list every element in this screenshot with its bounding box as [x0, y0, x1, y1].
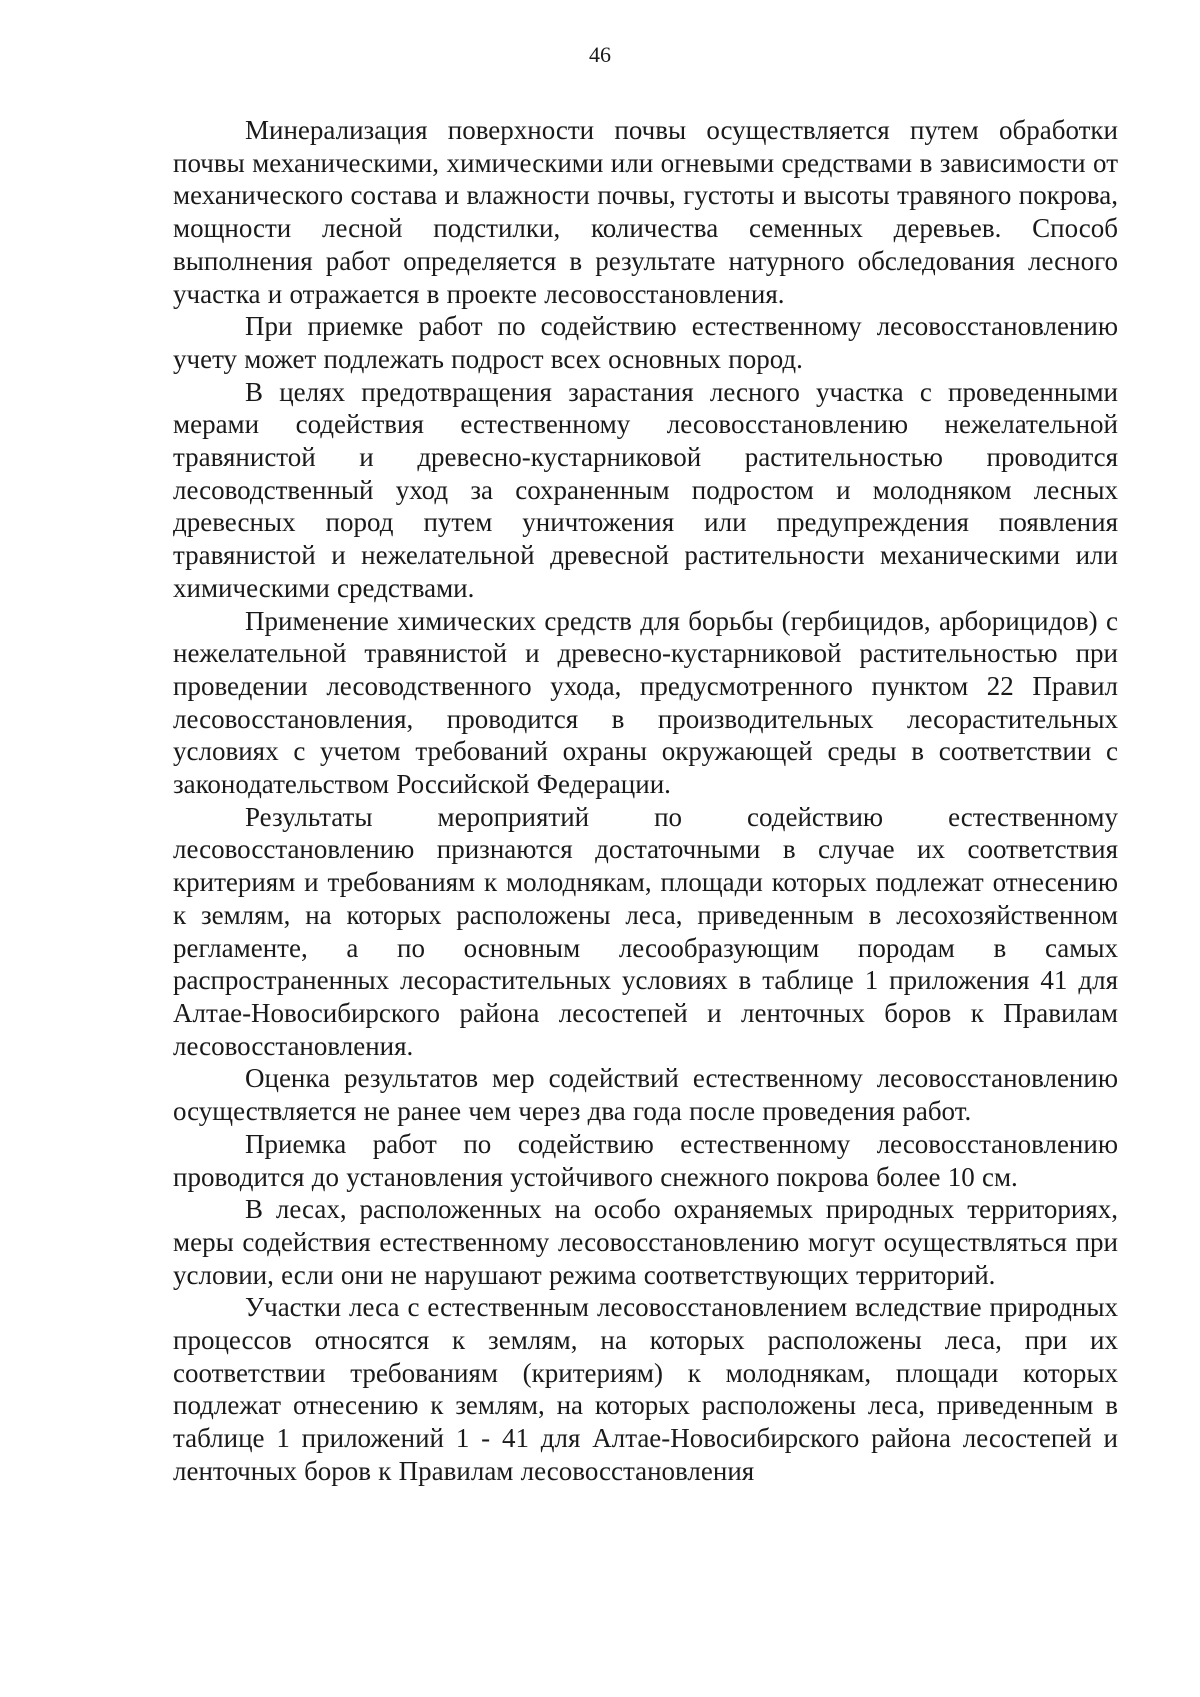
paragraph-results-evaluation: Оценка результатов мер содействий естественному лесовосстановлению осуществляется не ранее чем через два года после проведения работ.	[173, 1063, 1118, 1127]
body-text	[173, 114, 1118, 1488]
paragraph-overgrowth-prevention: В целях предотвращения зарастания лесного участка с проведенными мерами содействия естественному лесовосстановлению нежелательной травянистой и древесно-кустарниковой растительностью проводится лесоводственный уход за сохраненным подростом и молодняком лесных древесных пород путем уничтожения или предупреждения появления травянистой и нежелательной древесной растительности механическими или химическими средствами.	[173, 376, 1118, 603]
page-number: 46	[589, 42, 611, 67]
paragraph-protected-areas: В лесах, расположенных на особо охраняемых природных территориях, меры содействия естественному лесовосстановлению могут осуществляться при условии, если они не нарушают режима соответствующих территорий.	[173, 1194, 1118, 1290]
paragraph-acceptance-accounting: При приемке работ по содействию естественному лесовосстановлению учету может подлежать подрост всех основных пород.	[173, 311, 1118, 374]
paragraph-mineralization: Минерализация поверхности почвы осуществляется путем обработки почвы механическими, химическими или огневыми средствами в зависимости от механического состава и влажности почвы, густоты и высоты травяного покрова, мощности лесной подстилки, количества семенных деревьев. Способ выполнения работ определяется в результате натурного обследования лесного участка и отражается в проекте лесовосстановления.	[173, 115, 1118, 309]
paragraph-acceptance-timing: Приемка работ по содействию естественному лесовосстановлению проводится до установления устойчивого снежного покрова более 10 см.	[173, 1128, 1118, 1192]
paragraph-chemical-agents: Применение химических средств для борьбы (гербицидов, арборицидов) с нежелательной травянистой и древесно-кустарниковой растительностью при проведении лесоводственного ухода, предусмотренного пунктом 22 Правил лесовосстановления, проводится в производительных лесорастительных условиях с учетом требований охраны окружающей среды в соответствии с законодательством Российской Федерации.	[173, 605, 1118, 800]
paragraph-results-sufficiency: Результаты мероприятий по содействию естественному лесовосстановлению признаются достаточными в случае их соответствия критериям и требованиям к молоднякам, площади которых подлежат отнесению к землям, на которых расположены леса, приведенным в лесохозяйственном регламенте, а по основным лесообразующим породам в самых распространенных лесорастительных условиях в таблице 1 приложения 41 для Алтае-Новосибирского района лесостепей и ленточных боров к Правилам лесовосстановления.	[173, 801, 1118, 1061]
paragraph-natural-regeneration: Участки леса с естественным лесовосстановлением вследствие природных процессов относятся к землям, на которых расположены леса, при их соответствии требованиям (критериям) к молоднякам, площади которых подлежат отнесению к землям, на которых расположены леса, приведенным в таблице 1 приложений 1 - 41 для Алтае-Новосибирского района лесостепей и ленточных боров к Правилам лесовосстановления	[173, 1292, 1118, 1486]
